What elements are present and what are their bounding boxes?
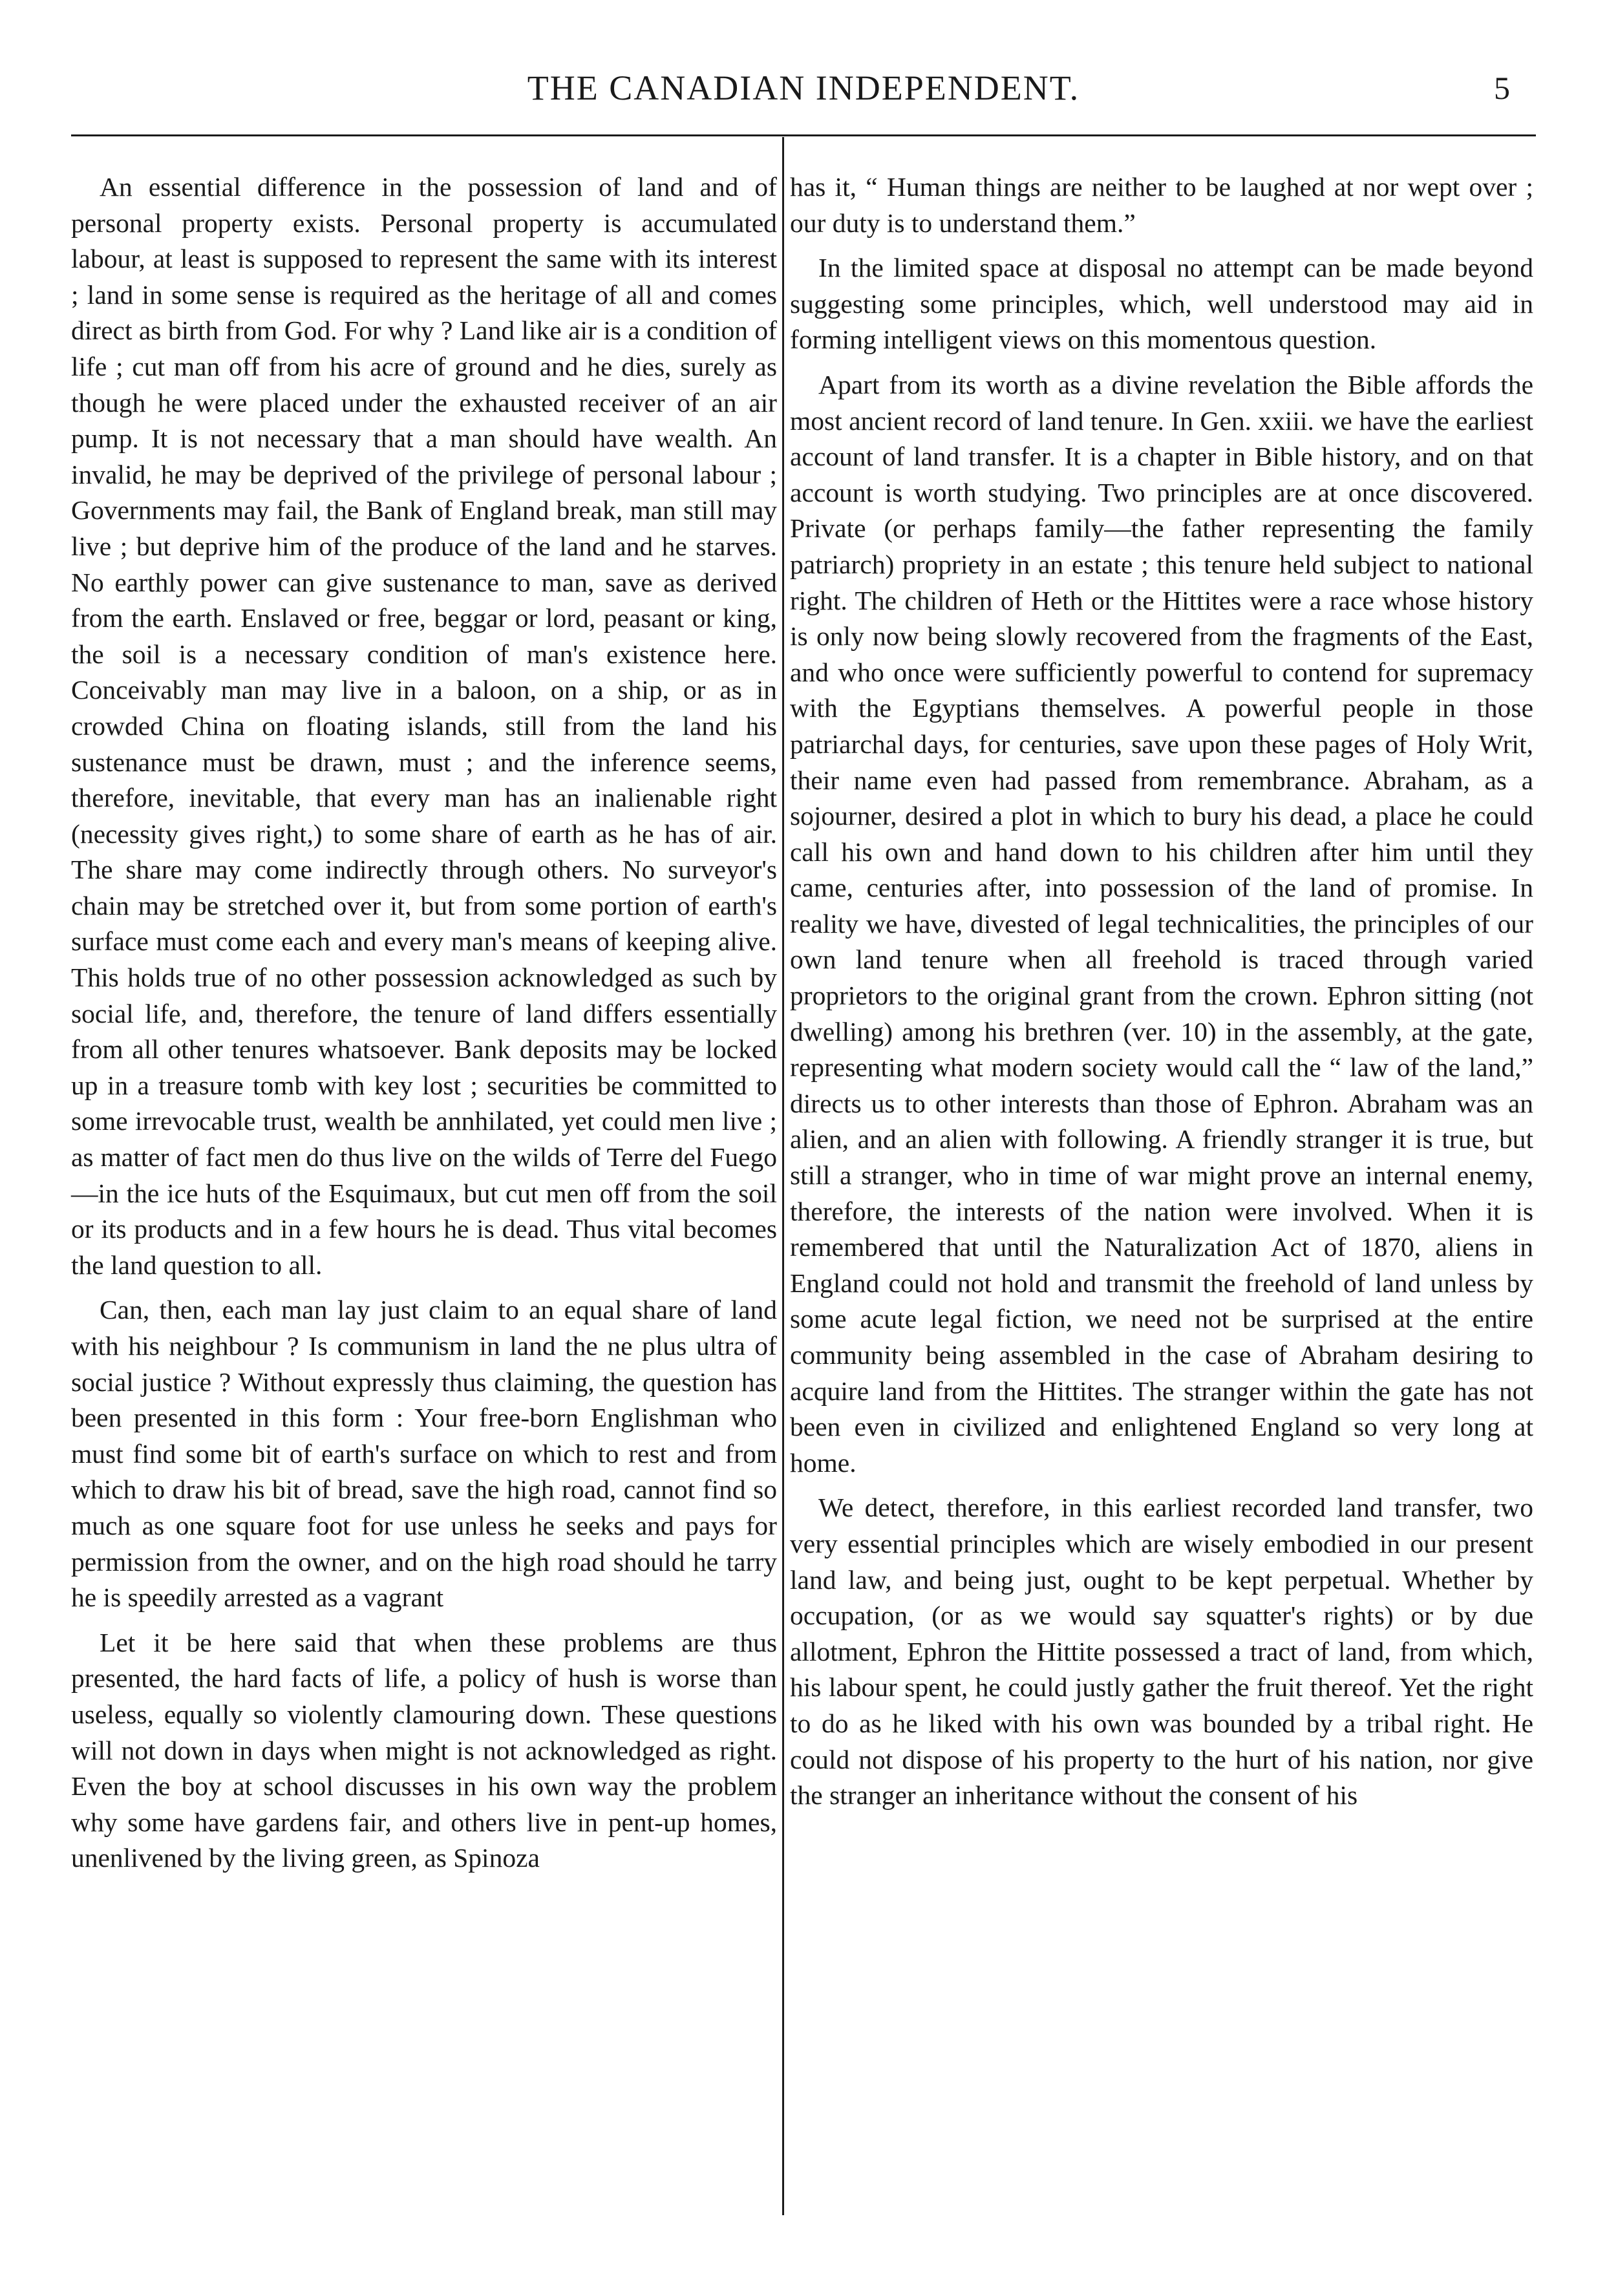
paragraph-continued: has it, “ Human things are neither to be laughed at nor wept over ; our duty is to understand them.” [790,172,1533,238]
paragraph: An essential difference in the possession of land and of personal property exists. Personal property is accumulated labour, at least is supposed to represent the same with its interest ; land in some sense is required as the heritage of all and comes direct as birth from God. For why ? Land like air is a condition of life ; cut man off from his acre of ground and he dies, surely as though he were placed under the exhausted receiver of an air pump. It is not necessary that a man should have wealth. An invalid, he may be deprived of the privilege of personal labour ; Governments may fail, the Bank of England break, man still may live ; but deprive him of the produce of the land and he starves. No earthly power can give sustenance to man, save as derived from the earth. Enslaved or free, beggar or lord, peasant or king, the soil is a necessary condition of man's existence here. Conceivably man may live in a baloon, on a ship, or as in crowded China on floating islands, still from the land his sustenance must be drawn, must ; and the inference seems, therefore, inevitable, that every man has an inalienable right (necessity gives right,) to some share of earth as he has of air. The share may come indirectly through others. No surveyor's chain may be stretched over it, but from some portion of earth's surface must come each and every man's means of keeping alive. This holds true of no other possession acknowledged as such by social life, and, therefore, the tenure of land differs essentially from all other tenures whatsoever. Bank deposits may be locked up in a treasure tomb with key lost ; securities be committed to some irrevocable trust, wealth be annhilated, yet could men live ; as matter of fact men do thus live on the wilds of Terre del Fuego —in the ice huts of the Esquimaux, but cut men off from the soil or its products and in a few hours he is dead. Thus vital becomes the land question to all. [71,172,777,1280]
running-title: THE CANADIAN INDEPENDENT. [527,69,1080,107]
right-column [790,169,1533,1823]
header-rule [71,134,1536,136]
paragraph: Apart from its worth as a divine revelation the Bible affords the most ancient record of land tenure. In Gen. xxiii. we have the earliest account of land transfer. It is a chapter in Bible history, and on that account is worth studying. Two principles are at once discovered. Private (or perhaps family—the father representing the family patriarch) propriety in an estate ; this tenure held subject to national right. The children of Heth or the Hittites were a race whose history is only now being slowly recovered from the fragments of the East, and who once were sufficiently powerful to contend for supremacy with the Egyptians themselves. A powerful people in those patriarchal days, for centuries, save upon these pages of Holy Writ, their name even had passed from remembrance. Abraham, as a sojourner, desired a plot in which to bury his dead, a place he could call his own and hand down to his children after him until they came, centuries after, into possession of the land of promise. In reality we have, divested of legal technicalities, the principles of our own land tenure when all freehold is traced through varied proprietors to the original grant from the crown. Ephron sitting (not dwelling) among his brethren (ver. 10) in the assembly, at the gate, representing what modern society would call the “ law of the land,” directs us to other interests than those of Ephron. Abraham was an alien, and an alien with following. A friendly stranger it is true, but still a stranger, who in time of war might prove an internal enemy, therefore, the interests of the nation were involved. When it is remembered that until the Naturalization Act of 1870, aliens in England could not hold and transmit the freehold of land unless by some acute legal fiction, we need not be surprised at the entire community being assembled in the case of Abraham desiring to acquire land from the Hittites. The stranger within the gate has not been even in civilized and enlightened England so very long at home. [790,369,1533,1478]
page-header [71,62,1536,114]
page-number: 5 [1494,70,1510,106]
left-column [71,169,777,1886]
paragraph: Can, then, each man lay just claim to an equal share of land with his neighbour ? Is communism in land the ne plus ultra of social justice ? Without expressly thus claiming, the question has been presented in this form : Your free-born Englishman who must find some bit of earth's surface on which to rest and from which to draw his bit of bread, save the high road, cannot find so much as one square foot for use unless he seeks and pays for permission from the owner, and on the high road should he tarry he is speedily arrested as a vagrant [71,1295,777,1613]
paragraph: In the limited space at disposal no attempt can be made beyond suggesting some principles, which, well understood may aid in forming intelligent views on this momentous question. [790,253,1533,355]
paragraph: We detect, therefore, in this earliest recorded land transfer, two very essential principles which are wisely embodied in our present land law, and being just, ought to be kept perpetual. Whether by occupation, (or as we would say squatter's rights) or by due allotment, Ephron the Hittite possessed a tract of land, from which, his labour spent, he could justly gather the fruit thereof. Yet the right to do as he liked with his own was bounded by a tribal right. He could not dispose of his property to the hurt of his nation, nor give the stranger an inheritance without the consent of his [790,1493,1533,1811]
column-divider [782,137,784,2215]
paragraph: Let it be here said that when these problems are thus presented, the hard facts of life, a policy of hush is worse than useless, equally so violently clamouring down. These questions will not down in days when might is not acknowledged as right. Even the boy at school discusses in his own way the problem why some have gardens fair, and others live in pent-up homes, unenlivened by the living green, as Spinoza [71,1627,777,1873]
